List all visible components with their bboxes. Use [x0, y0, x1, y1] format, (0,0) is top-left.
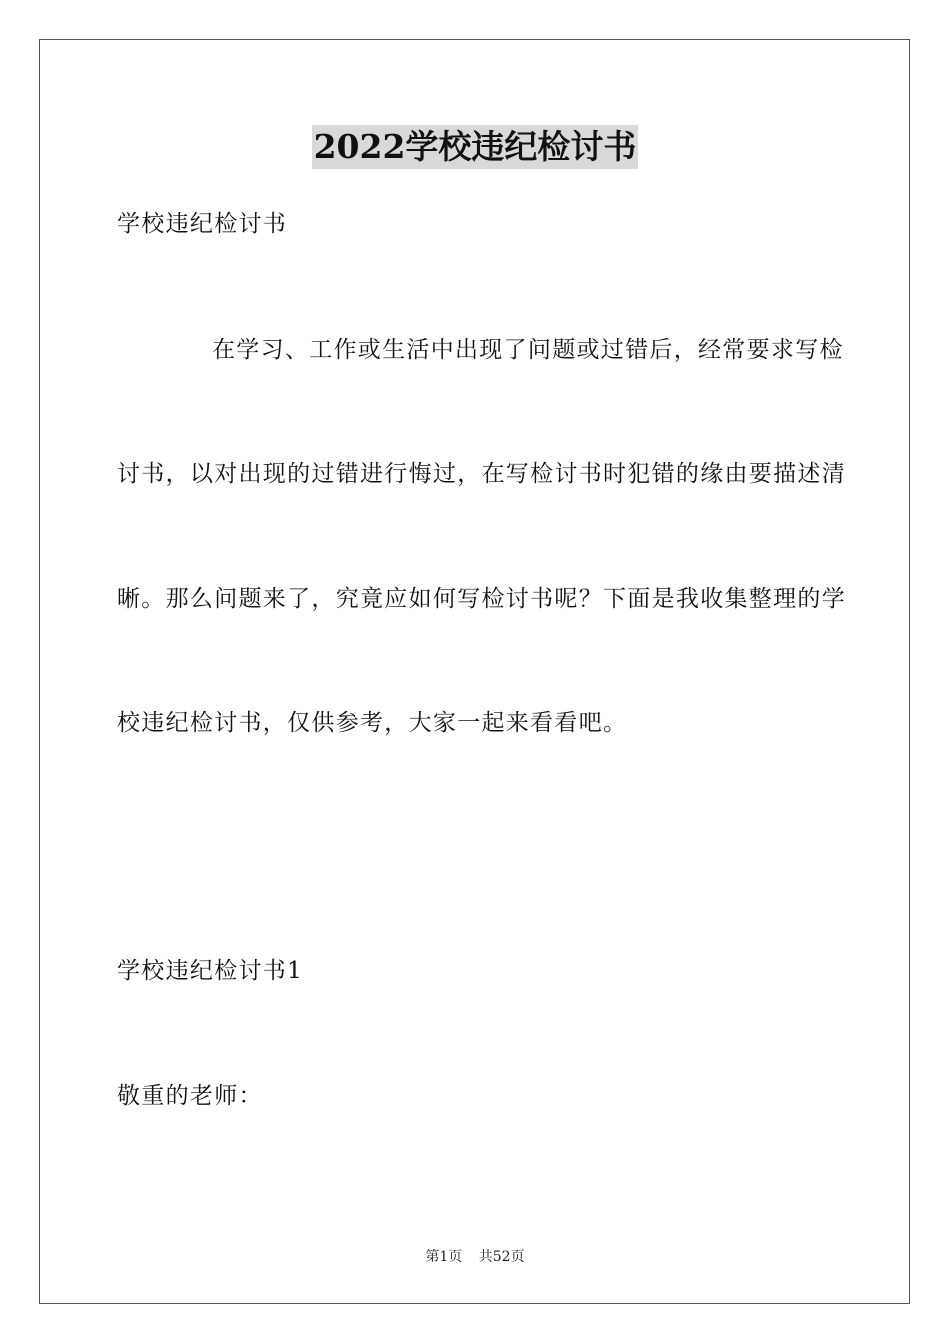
document-subtitle: 学校违纪检讨书 — [117, 211, 288, 237]
title-container — [0, 125, 950, 169]
page-footer — [0, 1248, 950, 1266]
intro-line-4: 校违纪检讨书，仅供参考，大家一起来看看吧。 — [117, 710, 628, 736]
intro-line-2: 讨书，以对出现的过错进行悔过，在写检讨书时犯错的缘由要描述清 — [117, 461, 846, 487]
page-number: 第1页 — [425, 1249, 463, 1265]
salutation: 敬重的老师： — [117, 1083, 263, 1109]
page-total: 共52页 — [478, 1249, 525, 1265]
intro-line-3: 晰。那么问题来了，究竟应如何写检讨书呢？下面是我收集整理的学 — [117, 586, 846, 612]
intro-line-1: 在学习、工作或生活中出现了问题或过错后，经常要求写检 — [212, 337, 844, 363]
section-heading: 学校违纪检讨书1 — [117, 958, 304, 984]
document-title: 2022学校违纪检讨书 — [312, 125, 639, 169]
